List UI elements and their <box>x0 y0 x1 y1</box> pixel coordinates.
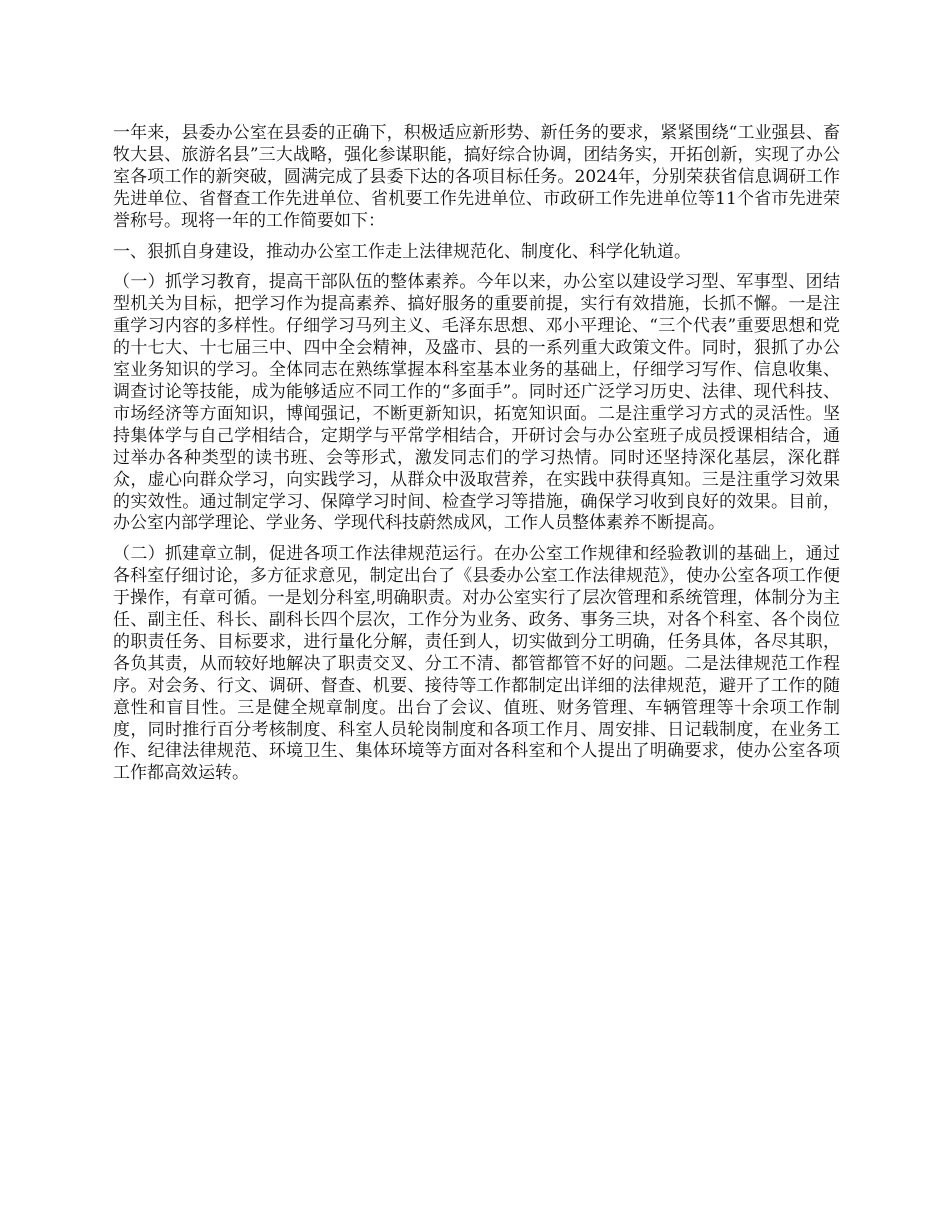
subsection-paragraph-2: （二）抓建章立制，促进各项工作法律规范运行。在办公室工作规律和经验教训的基础上，通过各科室仔细讨论，多方征求意见，制定出台了《县委办公室工作法律规范》，使办公室各项工作便于操作，有章可循。一是划分科室,明确职责。对办公室实行了层次管理和系统管理，体制分为主任、副主任、科长、副科长四个层次，工作分为业务、政务、事务三块，对各个科室、各个岗位的职责任务、目标要求，进行量化分解，责任到人，切实做到分工明确，任务具体，各尽其职，各负其责，从而较好地解决了职责交叉、分工不清、都管都管不好的问题。二是法律规范工作程序。对会务、行文、调研、督查、机要、接待等工作都制定出详细的法律规范，避开了工作的随意性和盲目性。三是健全规章制度。出台了会议、值班、财务管理、车辆管理等十余项工作制度，同时推行百分考核制度、科室人员轮岗制度和各项工作月、周安排、日记载制度，在业务工作、纪律法律规范、环境卫生、集体环境等方面对各科室和个人提出了明确要求，使办公室各项工作都高效运转。 <box>113 544 840 784</box>
document-body <box>113 123 840 794</box>
section-heading-1: 一、狠抓自身建设，推动办公室工作走上法律规范化、制度化、科学化轨道。 <box>113 241 691 262</box>
subsection-paragraph-1: （一）抓学习教育，提高干部队伍的整体素养。今年以来，办公室以建设学习型、军事型、团结型机关为目标，把学习作为提高素养、搞好服务的重要前提，实行有效措施，长抓不懈。一是注重学习内容的多样性。仔细学习马列主义、毛泽东思想、邓小平理论、“三个代表”重要思想和党的十七大、十七届三中、四中全会精神，及盛市、县的一系列重大政策文件。同时，狠抓了办公室业务知识的学习。全体同志在熟练掌握本科室基本业务的基础上，仔细学习写作、信息收集、调查讨论等技能，成为能够适应不同工作的“多面手”。同时还广泛学习历史、法律、现代科技、市场经济等方面知识，博闻强记，不断更新知识，拓宽知识面。二是注重学习方式的灵活性。坚持集体学与自己学相结合，定期学与平常学相结合，开研讨会与办公室班子成员授课相结合，通过举办各种类型的读书班、会等形式，激发同志们的学习热情。同时还坚持深化基层，深化群众，虚心向群众学习，向实践学习，从群众中汲取营养，在实践中获得真知。三是注重学习效果的实效性。通过制定学习、保障学习时间、检查学习等措施，确保学习收到良好的效果。目前，办公室内部学理论、学业务、学现代科技蔚然成风，工作人员整体素养不断提高。 <box>113 272 840 534</box>
intro-paragraph: 一年来，县委办公室在县委的正确下，积极适应新形势、新任务的要求，紧紧围绕“工业强县、畜牧大县、旅游名县”三大战略，强化参谋职能，搞好综合协调，团结务实，开拓创新，实现了办公室各项工作的新突破，圆满完成了县委下达的各项目标任务。2024年，分别荣获省信息调研工作先进单位、省督查工作先进单位、省机要工作先进单位、市政研工作先进单位等11个省市先进荣誉称号。现将一年的工作简要如下： <box>113 123 840 231</box>
